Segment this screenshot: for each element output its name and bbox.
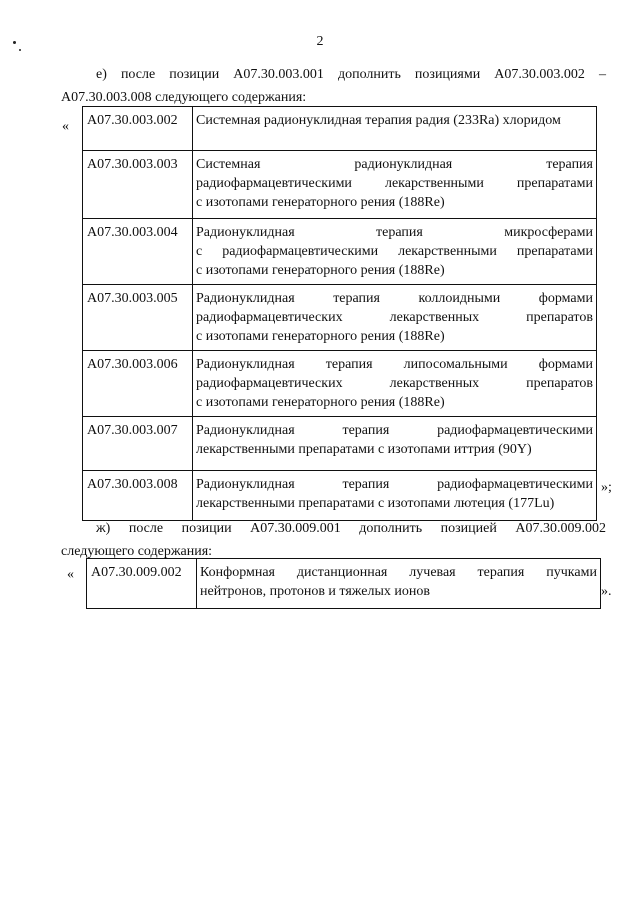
word: Системная	[196, 157, 261, 172]
word: лекарственных	[389, 310, 480, 325]
word: Радионуклидная	[196, 357, 295, 372]
table-row	[83, 219, 597, 285]
position-description	[197, 559, 601, 609]
table-row	[83, 417, 597, 471]
word: позиции	[169, 67, 220, 82]
table-row	[83, 151, 597, 219]
word: лекарственными	[398, 244, 497, 259]
description-line	[200, 563, 597, 582]
description-line: Системная радионуклидная терапия радия (233Ra) хлоридом	[196, 113, 561, 128]
position-code: А07.30.003.004	[83, 219, 193, 285]
description-line: лекарственными препаратами с изотопами лютеция (177Lu)	[196, 496, 555, 511]
section-e-line-2: А07.30.003.008 следующего содержания:	[61, 90, 307, 105]
word: препаратов	[526, 310, 593, 325]
section-zh-line-1	[96, 521, 606, 537]
word: Конформная	[200, 565, 275, 580]
description-line	[196, 223, 593, 242]
position-code: А07.30.003.008	[83, 471, 193, 521]
word: терапия	[325, 357, 373, 372]
description-line: с изотопами генераторного рения (188Re)	[196, 195, 445, 210]
position-code: А07.30.003.003	[83, 151, 193, 219]
word: терапия	[477, 565, 525, 580]
description-line	[196, 421, 593, 440]
word: А07.30.009.001	[250, 521, 341, 536]
word: препаратов	[526, 376, 593, 391]
word: после	[120, 67, 156, 82]
word: радиофармацевтических	[196, 376, 343, 391]
section-zh-open-quote: «	[67, 567, 74, 582]
word: радиофармацевтических	[196, 310, 343, 325]
description-line	[196, 289, 593, 308]
word: формами	[538, 357, 593, 372]
word: лекарственными	[384, 176, 484, 191]
position-description	[193, 351, 597, 417]
word: липосомальными	[403, 357, 508, 372]
word: лучевая	[409, 565, 456, 580]
word: пучками	[546, 565, 597, 580]
word: радиофармацевтическими	[196, 176, 352, 191]
word: препаратами	[516, 244, 593, 259]
description-line	[196, 174, 593, 193]
description-line: с изотопами генераторного рения (188Re)	[196, 329, 445, 344]
description-line: лекарственными препаратами с изотопами иттрия (90Y)	[196, 442, 532, 457]
position-description	[193, 107, 597, 151]
table-row	[87, 559, 601, 609]
table-row	[83, 351, 597, 417]
position-code: А07.30.003.002	[83, 107, 193, 151]
word: –	[598, 67, 606, 82]
section-zh-close-quote: ».	[601, 584, 612, 599]
word: дополнить	[359, 521, 423, 536]
word: терапия	[546, 157, 593, 172]
description-line	[196, 308, 593, 327]
word: позициями	[414, 67, 481, 82]
section-e-open-quote: «	[62, 119, 69, 134]
word: дополнить	[337, 67, 401, 82]
word: лекарственных	[389, 376, 480, 391]
position-description	[193, 417, 597, 471]
section-e-table	[82, 106, 597, 521]
word: радиофармацевтическими	[437, 423, 593, 438]
word: Радионуклидная	[196, 423, 295, 438]
position-description	[193, 285, 597, 351]
word: е)	[96, 67, 107, 82]
word: формами	[538, 291, 593, 306]
description-line: с изотопами генераторного рения (188Re)	[196, 263, 445, 278]
word: терапия	[333, 291, 380, 306]
word: радиофармацевтическими	[437, 477, 593, 492]
word: дистанционная	[296, 565, 388, 580]
description-line: с изотопами генераторного рения (188Re)	[196, 395, 445, 410]
table-row	[83, 471, 597, 521]
word: терапия	[376, 225, 423, 240]
description-line	[196, 155, 593, 174]
section-zh-table	[86, 558, 601, 609]
word: после	[128, 521, 164, 536]
table-row	[83, 285, 597, 351]
description-line: нейтронов, протонов и тяжелых ионов	[200, 584, 430, 599]
section-e-line-1	[96, 67, 606, 83]
word: ж)	[96, 521, 111, 536]
word: терапия	[342, 423, 390, 438]
position-code: А07.30.009.002	[87, 559, 197, 609]
word: радиофармацевтическими	[222, 244, 379, 259]
word: А07.30.003.001	[233, 67, 324, 82]
position-description	[193, 151, 597, 219]
word: коллоидными	[418, 291, 501, 306]
position-code: А07.30.003.005	[83, 285, 193, 351]
description-line	[196, 355, 593, 374]
word: с	[196, 244, 203, 259]
description-line	[196, 242, 593, 261]
word: микросферами	[504, 225, 593, 240]
word: терапия	[342, 477, 390, 492]
word: Радионуклидная	[196, 291, 295, 306]
position-description	[193, 471, 597, 521]
section-e-close-quote: »;	[601, 480, 612, 495]
description-line	[196, 475, 593, 494]
word: позиции	[181, 521, 232, 536]
word: позицией	[440, 521, 497, 536]
description-line	[196, 374, 593, 393]
section-zh-line-2: следующего содержания:	[61, 544, 213, 559]
word: А07.30.009.002	[515, 521, 606, 536]
word: препаратами	[516, 176, 593, 191]
table-row	[83, 107, 597, 151]
word: Радионуклидная	[196, 477, 295, 492]
position-code: А07.30.003.007	[83, 417, 193, 471]
page-number: 2	[316, 34, 324, 49]
word: Радионуклидная	[196, 225, 295, 240]
word: А07.30.003.002	[494, 67, 585, 82]
position-description	[193, 219, 597, 285]
word: радионуклидная	[354, 157, 453, 172]
position-code: А07.30.003.006	[83, 351, 193, 417]
